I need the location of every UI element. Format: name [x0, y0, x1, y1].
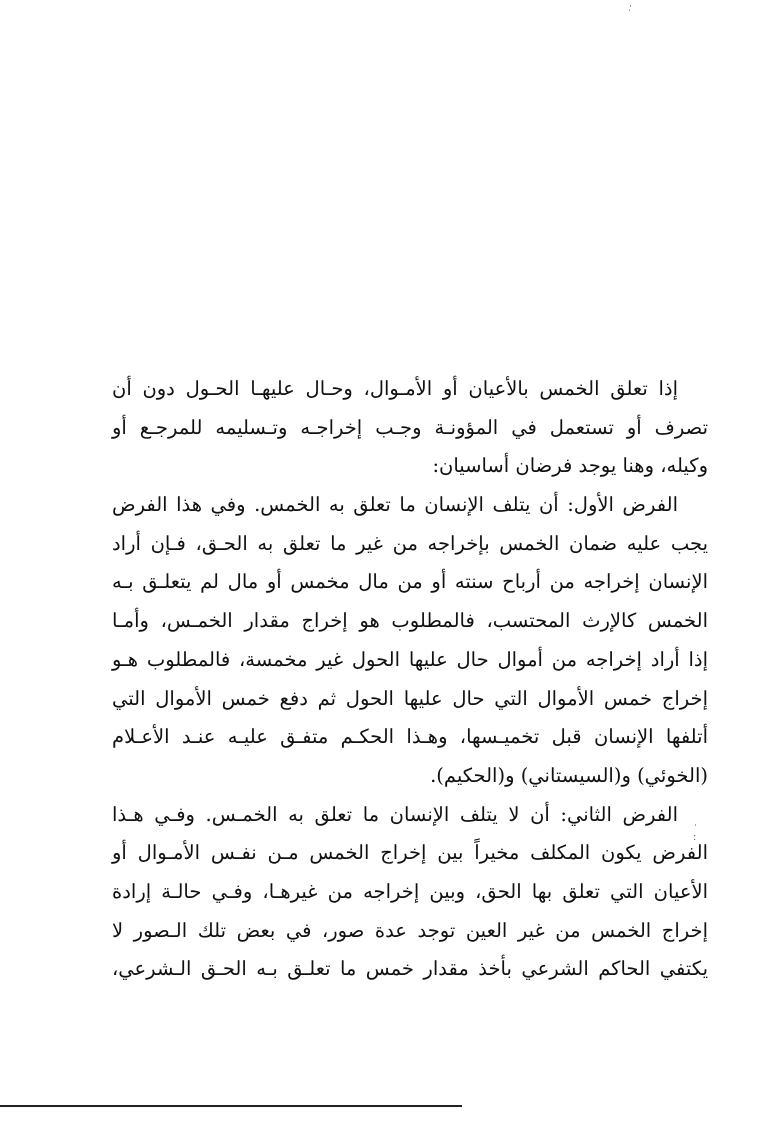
body-text	[112, 370, 708, 989]
text-line: أتلفها الإنسان قبل تخميـسها، وهـذا الحكـم متفـق عليـه عنـد الأعـلام	[112, 725, 708, 749]
paragraph-second-case	[112, 796, 708, 989]
text-line: تصرف أو تستعمل في المؤونـة وجـب إخراجـه وتـسليمه للمرجـع أو	[112, 415, 708, 439]
text-line: يجب عليه ضمان الخمس بإخراجه من غير ما تعلق به الحـق، فـإن أراد	[112, 531, 708, 555]
text-line: الأعيان التي تعلق بها الحق، وبين إخراجه من غيرهـا، وفـي حالـة إرادة	[112, 879, 708, 903]
footnote-rule	[0, 1105, 462, 1107]
text-line: إذا أراد إخراجه من أموال حال عليها الحول غير مخمسة، فالمطلوب هـو	[112, 647, 708, 671]
text-line: الإنسان إخراجه من أرباح سنته أو من مال مخمس أو مال لم يتعلـق بـه	[112, 570, 708, 594]
paragraph-intro	[112, 370, 708, 486]
text-line: الفرض يكون المكلف مخيراً بين إخراج الخمس مـن نفـس الأمـوال أو	[112, 841, 708, 865]
text-line: (الخوئي) و(السيستاني) و(الحكيم).	[430, 763, 708, 787]
text-line: وكيله، وهنا يوجد فرضان أساسيان:	[432, 454, 708, 478]
text-line: إذا تعلق الخمس بالأعيان أو الأمـوال، وحـال عليهـا الحـول دون أن	[112, 377, 678, 400]
margin-mark: ˙ :	[693, 824, 698, 843]
top-margin-mark: ·̣	[629, 2, 632, 12]
text-line: الفرض الأول: أن يتلف الإنسان ما تعلق به الخمس. وفي هذا الفرض	[112, 493, 678, 517]
text-line: يكتفي الحاكم الشرعي بأخذ مقدار خمس ما تعلـق بـه الحـق الـشرعي،	[112, 957, 708, 981]
text-line: الفرض الثاني: أن لا يتلف الإنسان ما تعلق به الخمـس. وفـي هـذا	[112, 802, 678, 826]
paragraph-first-case	[112, 486, 708, 796]
text-line: إخراج الخمس من غير العين توجد عدة صور، في بعض تلك الـصور لا	[112, 918, 708, 942]
text-line: إخراج خمس الأموال التي حال عليها الحول ثم دفع خمس الأموال التي	[112, 686, 708, 710]
text-line: الخمس كالإرث المحتسب، فالمطلوب هو إخراج مقدار الخمـس، وأمـا	[112, 609, 708, 633]
